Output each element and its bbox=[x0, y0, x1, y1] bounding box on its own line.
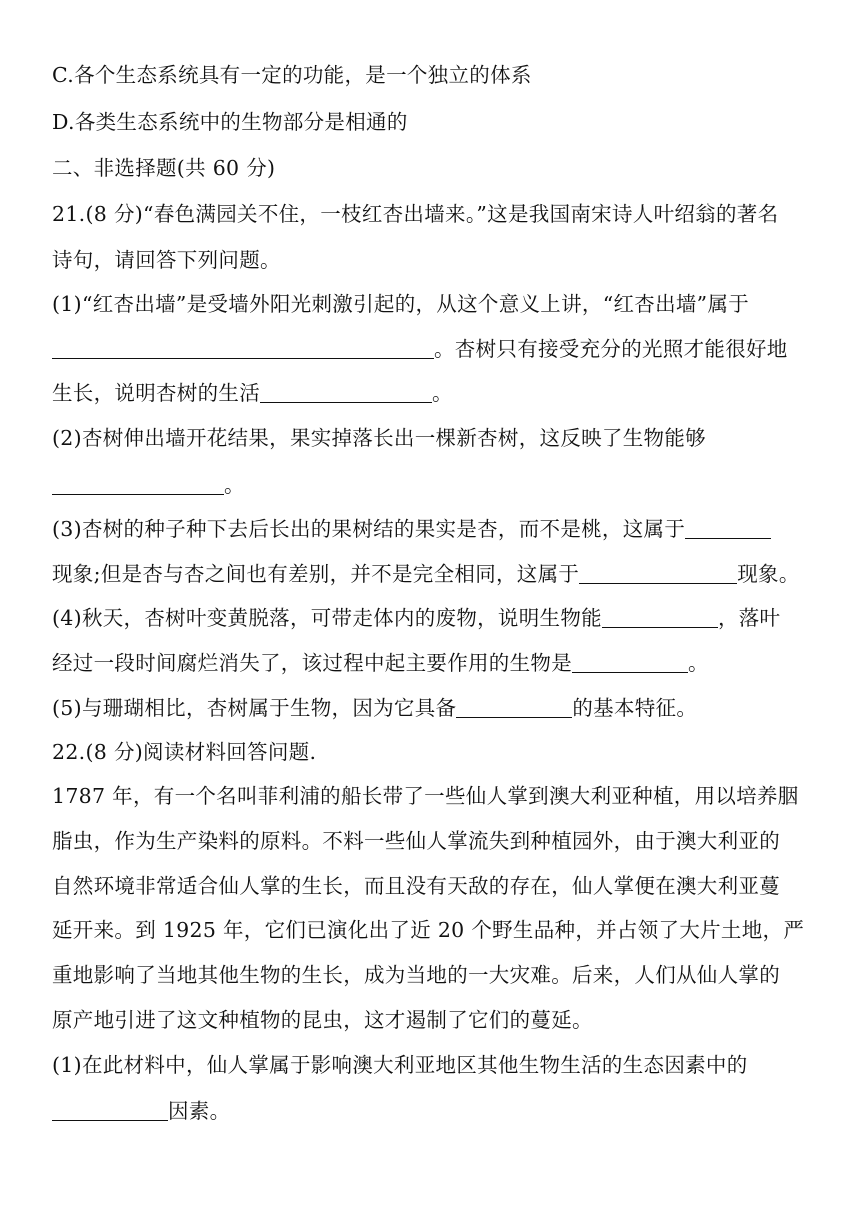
passage-text: 重地影响了当地其他生物的生长，成为当地的一大灾难。后来，人们从仙人掌的 bbox=[52, 963, 780, 987]
section-heading-text: 二、非选择题(共 60 分) bbox=[52, 156, 276, 180]
q21-part2-line2 bbox=[52, 470, 812, 500]
answer-blank[interactable] bbox=[52, 336, 434, 359]
answer-blank[interactable] bbox=[260, 380, 432, 403]
passage-line bbox=[52, 781, 812, 811]
q21-part2-text: (2)杏树伸出墙开花结果，果实掉落长出一棵新杏树，这反映了生物能够 bbox=[52, 426, 706, 450]
passage-text: 1787 年，有一个名叫菲利浦的船长带了一些仙人掌到澳大利亚种植，用以培养胭 bbox=[52, 784, 799, 808]
q22-part1-text-2: 因素。 bbox=[168, 1099, 231, 1123]
q21-part1-text-3: 生长，说明杏树的生活 bbox=[52, 381, 260, 405]
q21-part3-line2 bbox=[52, 559, 812, 589]
punctuation: 。 bbox=[224, 473, 245, 497]
q22-heading bbox=[52, 737, 812, 767]
q21-part3-text: (3)杏树的种子种下去后长出的果树结的果实是杏，而不是桃，这属于 bbox=[52, 517, 686, 541]
answer-blank[interactable] bbox=[685, 516, 771, 539]
q22-part1-line1 bbox=[52, 1050, 812, 1080]
q21-part3-text-3: 现象。 bbox=[737, 562, 800, 586]
q21-part1-line2 bbox=[52, 334, 812, 364]
option-c bbox=[52, 60, 812, 90]
q21-part4-text: (4)秋天，杏树叶变黄脱落，可带走体内的废物，说明生物能 bbox=[52, 606, 602, 630]
passage-text: 原产地引进了这文种植物的昆虫，这才遏制了它们的蔓延。 bbox=[52, 1008, 593, 1032]
answer-blank[interactable] bbox=[52, 472, 224, 495]
answer-blank[interactable] bbox=[456, 695, 572, 718]
option-d-text: D.各类生态系统中的生物部分是相通的 bbox=[52, 110, 408, 134]
answer-blank[interactable] bbox=[579, 561, 737, 584]
q21-stem-text-2: 诗句，请回答下列问题。 bbox=[52, 248, 281, 272]
q21-part1-line1 bbox=[52, 289, 812, 319]
passage-text: 自然环境非常适合仙人掌的生长，而且没有天敌的存在，仙人掌便在澳大利亚蔓 bbox=[52, 874, 780, 898]
punctuation: 。 bbox=[432, 381, 453, 405]
answer-blank[interactable] bbox=[52, 1098, 168, 1121]
q21-part4-text-3: 经过一段时间腐烂消失了，该过程中起主要作用的生物是 bbox=[52, 651, 572, 675]
q21-part3-line1 bbox=[52, 514, 812, 544]
q21-part4-line1 bbox=[52, 603, 812, 633]
passage-text: 脂虫，作为生产染料的原料。不料一些仙人掌流失到种植园外，由于澳大利亚的 bbox=[52, 829, 780, 853]
passage-line bbox=[52, 826, 812, 856]
answer-blank[interactable] bbox=[602, 605, 718, 628]
q21-part3-text-2: 现象;但是杏与杏之间也有差别，并不是完全相同，这属于 bbox=[52, 562, 580, 586]
q21-part1-text: (1)“红杏出墙”是受墙外阳光刺激引起的，从这个意义上讲，“红杏出墙”属于 bbox=[52, 292, 750, 316]
q22-part1-text: (1)在此材料中，仙人掌属于影响澳大利亚地区其他生物生活的生态因素中的 bbox=[52, 1053, 748, 1077]
punctuation: 。 bbox=[688, 651, 709, 675]
q21-part5-text-2: 的基本特征。 bbox=[572, 696, 698, 720]
q21-stem-line1 bbox=[52, 199, 812, 229]
option-d bbox=[52, 107, 812, 137]
passage-line bbox=[52, 960, 812, 990]
q21-stem-text: 21.(8 分)“春色满园关不住，一枝红杏出墙来。”这是我国南宋诗人叶绍翁的著名 bbox=[52, 202, 779, 226]
q21-part1-text-2: 。杏树只有接受充分的光照才能很好地 bbox=[434, 337, 788, 361]
passage-line bbox=[52, 915, 812, 945]
option-c-text: C.各个生态系统具有一定的功能，是一个独立的体系 bbox=[52, 63, 532, 87]
q21-stem-line2 bbox=[52, 245, 812, 275]
q21-part5-text: (5)与珊瑚相比，杏树属于生物，因为它具备 bbox=[52, 696, 457, 720]
answer-blank[interactable] bbox=[572, 650, 688, 673]
q21-part4-text-2: ，落叶 bbox=[717, 606, 781, 630]
passage-line bbox=[52, 1005, 812, 1035]
section-heading bbox=[52, 153, 812, 183]
q21-part2-line1 bbox=[52, 423, 812, 453]
q22-part1-line2 bbox=[52, 1096, 812, 1126]
q21-part1-line3 bbox=[52, 378, 812, 408]
q21-part4-line2 bbox=[52, 648, 812, 678]
q22-heading-text: 22.(8 分)阅读材料回答问题. bbox=[52, 740, 317, 764]
passage-text: 延开来。到 1925 年，它们已演化出了近 20 个野生品种，并占领了大片土地，严 bbox=[52, 918, 805, 942]
passage-line bbox=[52, 871, 812, 901]
q21-part5-line bbox=[52, 693, 812, 723]
